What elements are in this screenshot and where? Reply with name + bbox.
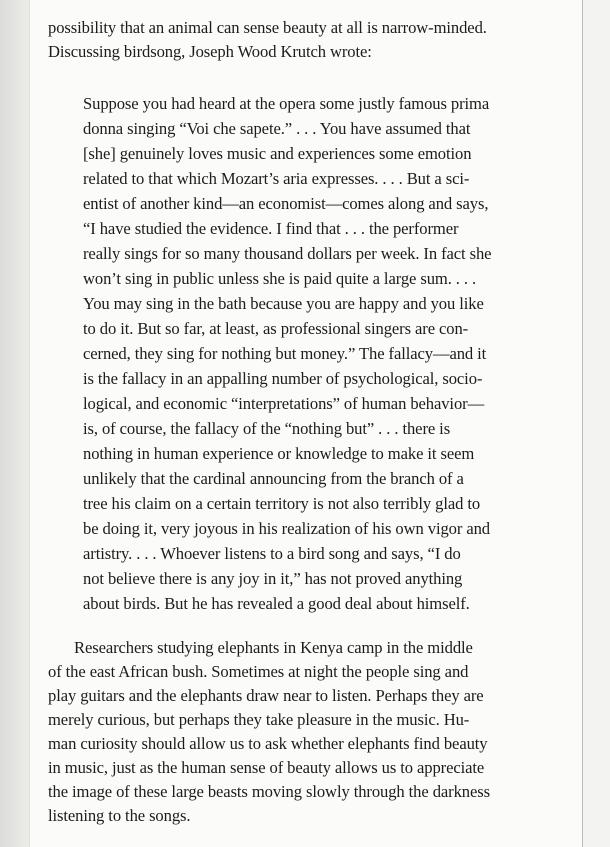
quote-line: unlikely that the cardinal announcing from the branch of a bbox=[83, 469, 464, 488]
quote-line: is, of course, the fallacy of the “nothing but” . . . there is bbox=[83, 419, 451, 438]
quote-line: nothing in human experience or knowledge to make it seem bbox=[83, 444, 475, 463]
paragraph-line: man curiosity should allow us to ask whether elephants find beauty bbox=[48, 734, 488, 753]
paragraph-line: merely curious, but perhaps they take pleasure in the music. Hu- bbox=[48, 710, 470, 729]
quote-line: You may sing in the bath because you are happy and you like bbox=[83, 294, 484, 313]
paragraph-line: the image of these large beasts moving slowly through the darkness bbox=[48, 782, 490, 801]
intro-line: possibility that an animal can sense beauty at all is narrow-minded. bbox=[48, 18, 487, 37]
quote-line: [she] genuinely loves music and experiences some emotion bbox=[83, 144, 472, 163]
quote-line: donna singing “Voi che sapete.” . . . You have assumed that bbox=[83, 119, 471, 138]
quote-line: about birds. But he has revealed a good deal about himself. bbox=[83, 594, 470, 613]
quote-line: to do it. But so far, at least, as professional singers are con- bbox=[83, 319, 469, 338]
quote-line: artistry. . . . Whoever listens to a bird song and says, “I do bbox=[83, 544, 461, 563]
paragraph-line: play guitars and the elephants draw near to listen. Perhaps they are bbox=[48, 686, 484, 705]
quote-line: logical, and economic “interpretations” of human behavior— bbox=[83, 394, 485, 413]
scan-right-margin bbox=[582, 0, 610, 847]
paragraph-line: of the east African bush. Sometimes at night the people sing and bbox=[48, 662, 469, 681]
quote-line: Suppose you had heard at the opera some justly famous prima bbox=[83, 94, 490, 113]
paragraph-line: Researchers studying elephants in Kenya camp in the middle bbox=[74, 638, 473, 657]
quote-line: really sings for so many thousand dollars per week. In fact she bbox=[83, 244, 492, 263]
quote-line: cerned, they sing for nothing but money.” The fallacy—and it bbox=[83, 344, 487, 363]
paragraph-line: listening to the songs. bbox=[48, 806, 191, 825]
quote-line: won’t sing in public unless she is paid quite a large sum. . . . bbox=[83, 269, 477, 288]
quote-line: related to that which Mozart’s aria expresses. . . . But a sci- bbox=[83, 169, 470, 188]
scan-left-margin bbox=[0, 0, 30, 847]
quote-line: tree his claim on a certain territory is not also terribly glad to bbox=[83, 494, 481, 513]
quote-line: “I have studied the evidence. I find that . . . the performer bbox=[83, 219, 459, 238]
quote-line: is the fallacy in an appalling number of psychological, socio- bbox=[83, 369, 483, 388]
quote-line: not believe there is any joy in it,” has not proved anything bbox=[83, 569, 463, 588]
intro-line: Discussing birdsong, Joseph Wood Krutch wrote: bbox=[48, 42, 372, 61]
quote-line: entist of another kind—an economist—comes along and says, bbox=[83, 194, 489, 213]
quote-line: be doing it, very joyous in his realization of his own vigor and bbox=[83, 519, 490, 538]
paragraph-line: in music, just as the human sense of beauty allows us to appreciate bbox=[48, 758, 485, 777]
